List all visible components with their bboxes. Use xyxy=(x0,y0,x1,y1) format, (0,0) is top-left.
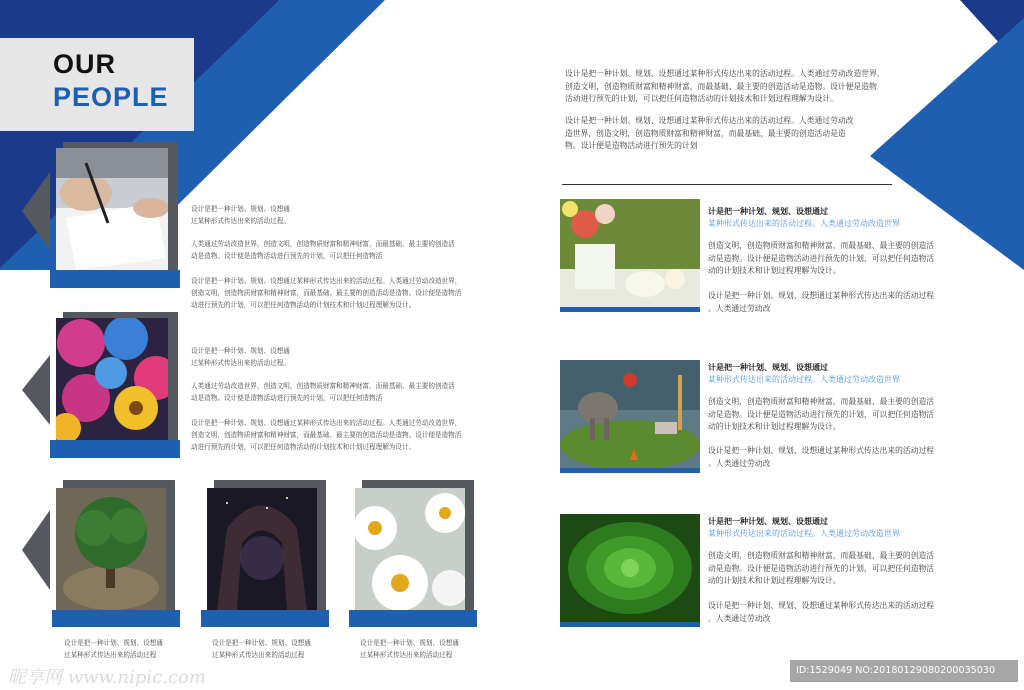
right-block-2-body: 创造文明，创造物质财富和精神财富，而最基础、最主要的创造活 动是造物。设计便是造物活动进行预先的计划，可以把任何造物活 动的计划技术和计划过程理解为设计。 xyxy=(708,397,935,431)
writing-hand-photo xyxy=(56,148,168,270)
photo-blue-bar-1 xyxy=(50,270,180,288)
left-block-2-para-2: 人类通过劳动改造世界，创造文明，创造物质财富和精神财富，而最基础、最主要的创造活 动是造物。设计便是造物活动进行预先的计划，可以把任何造物活 xyxy=(191,382,455,402)
right-intro-para-1: 设计是把一种计划、规划、设想通过某种形式传达出来的活动过程。人类通过劳动改造世界， 创造文明，创造物质财富和精神财富，而最基础、最主要的创造活动是造物。设计便是造物 活动进行预先的计划，可以把任何造物活动的计划技术和计划过程理解为设计。 xyxy=(565,69,885,103)
right-block-1-subheading: 某种形式传达出来的活动过程。人类通过劳动改造世界 xyxy=(708,219,900,228)
colorful-flowers-photo xyxy=(56,318,168,440)
right-block-3-subheading: 某种形式传达出来的活动过程。人类通过劳动改造世界 xyxy=(708,529,900,538)
gray-notch-3 xyxy=(22,510,50,590)
left-block-1-para-1: 设计是把一种计划、规划、设想通 过某种形式传达出来的活动过程。 xyxy=(191,205,290,225)
right-block-1-body-2: 设计是把一种计划、规划、设想通过某种形式传达出来的活动过程 。人类通过劳动改 xyxy=(708,291,935,313)
title-people: PEOPLE xyxy=(53,82,169,112)
watermark-left: 昵享网 www.nipic.com xyxy=(8,667,206,688)
left-block-2-para-1: 设计是把一种计划、规划、设想通 过某种形式传达出来的活动过程。 xyxy=(191,347,290,367)
daisies-photo xyxy=(355,488,465,610)
green-succulent-photo xyxy=(560,514,700,622)
right-block-2-body-2: 设计是把一种计划、规划、设想通过某种形式传达出来的活动过程 。人类通过劳动改 xyxy=(708,446,935,468)
right-divider-rule xyxy=(562,184,892,185)
left-block-1-para-3: 设计是把一种计划、规划、设想通过某种形式传达出来的活动过程。人类通过劳动改造世界， 创造文明，创造物质财富和精神财富，而最基础、最主要的创造活动是造物。设计便是造物活 动进行预先的计划，可以把任何造物活动的计划技术和计划过程理解为设计。 xyxy=(191,277,462,309)
right-block-2-heading: 计是把一种计划、规划、设想通过 xyxy=(708,363,828,372)
right-intro-para-2: 设计是把一种计划、规划、设想通过某种形式传达出来的活动过程。人类通过劳动改 造世界，创造文明，创造物质财富和精神财富，而最基础、最主要的创造活动是造 物。设计便是造物活动进行预先的计划 xyxy=(565,116,854,150)
right-block-3-body-2: 设计是把一种计划、规划、设想通过某种形式传达出来的活动过程 。人类通过劳动改 xyxy=(708,601,935,623)
right-block-2-subheading: 某种形式传达出来的活动过程。人类通过劳动改造世界 xyxy=(708,375,900,384)
bottom-blue-bar-2 xyxy=(201,610,329,627)
right-block-1-heading: 计是把一种计划、规划、设想通过 xyxy=(708,207,828,216)
bottom-blue-bar-3 xyxy=(349,610,477,627)
left-block-1-para-2: 人类通过劳动改造世界，创造文明，创造物质财富和精神财富，而最基础、最主要的创造活 动是造物。设计便是造物活动进行预先的计划，可以把任何造物活 xyxy=(191,240,455,260)
title-our: OUR xyxy=(53,49,116,79)
bottom-caption-2: 设计是把一种计划、规划、设想通 过某种形式传达出来的活动过程 xyxy=(212,639,311,659)
right-block-1-body: 创造文明，创造物质财富和精神财富，而最基础、最主要的创造活 动是造物。设计便是造物活动进行预先的计划，可以把任何造物活 动的计划技术和计划过程理解为设计。 xyxy=(708,241,935,275)
night-sky-arch-photo xyxy=(207,488,317,610)
left-block-2-para-3: 设计是把一种计划、规划、设想通过某种形式传达出来的活动过程。人类通过劳动改造世界， 创造文明，创造物质财富和精神财富，而最基础、最主要的创造活动是造物。设计便是造物活 动进行预先的计划，可以把任何造物活动的计划技术和计划过程理解为设计。 xyxy=(191,419,462,451)
bottom-caption-1: 设计是把一种计划、规划、设想通 过某种形式传达出来的活动过程 xyxy=(64,639,163,659)
bottom-blue-bar-1 xyxy=(52,610,180,627)
photo-blue-bar-2 xyxy=(50,440,180,458)
right-blue-bar-3 xyxy=(560,622,700,627)
watermark-right: ID:1529049 NO:20180129080200035030 xyxy=(790,660,1018,682)
right-block-3-heading: 计是把一种计划、规划、设想通过 xyxy=(708,517,828,526)
flowers-teacup-photo xyxy=(560,199,700,307)
elephant-giraffe-photo xyxy=(560,360,700,468)
tree-globe-photo xyxy=(56,488,166,610)
right-blue-bar-1 xyxy=(560,307,700,312)
gray-notch-2 xyxy=(22,355,50,425)
blue-right-triangle xyxy=(870,18,1024,270)
right-blue-bar-2 xyxy=(560,468,700,473)
bottom-caption-3: 设计是把一种计划、规划、设想通 过某种形式传达出来的活动过程 xyxy=(360,639,459,659)
right-block-3-body: 创造文明，创造物质财富和精神财富，而最基础、最主要的创造活 动是造物。设计便是造物活动进行预先的计划，可以把任何造物活 动的计划技术和计划过程理解为设计。 xyxy=(708,551,935,585)
